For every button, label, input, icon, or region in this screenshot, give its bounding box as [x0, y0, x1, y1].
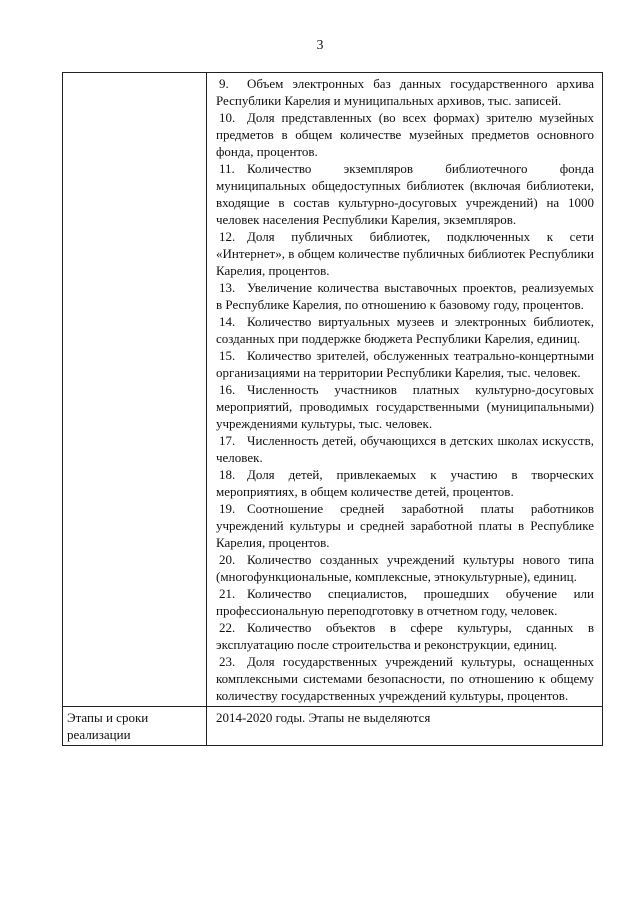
indicators-list	[207, 73, 603, 707]
indicator-text: Численность участников платных культурно-досуговых мероприятий, проводимых государственными (муниципальными) учреждениями культуры, тыс. человек.	[216, 382, 594, 431]
indicator-item	[216, 653, 594, 704]
indicator-text: Численность детей, обучающихся в детских школах искусств, человек.	[216, 433, 594, 465]
stages-value: 2014-2020 годы. Этапы не выделяются	[207, 707, 603, 746]
indicator-text: Количество объектов в сфере культуры, сданных в эксплуатацию после строительства и реконструкции, единиц.	[216, 620, 594, 652]
indicator-number: 23.	[219, 654, 236, 669]
indicator-text: Количество созданных учреждений культуры нового типа (многофункциональные, комплексные, этнокультурные), единиц.	[216, 552, 594, 584]
stages-row	[63, 707, 603, 746]
indicator-text: Доля государственных учреждений культуры, оснащенных комплексными системами безопасности, по отношению к общему количеству государственных учреждений культуры, процентов.	[216, 654, 594, 703]
indicator-number: 10.	[219, 110, 236, 125]
indicator-item	[216, 279, 594, 313]
stages-label: Этапы и сроки реализации	[63, 707, 207, 746]
indicator-item	[216, 585, 594, 619]
indicator-item	[216, 109, 594, 160]
indicator-item	[216, 228, 594, 279]
indicator-text: Соотношение средней заработной платы работников учреждений культуры и средней заработной платы в Республике Карелия, процентов.	[216, 501, 594, 550]
indicator-text: Количество виртуальных музеев и электронных библиотек, созданных при поддержке бюджета Республики Карелия, единиц.	[216, 314, 594, 346]
indicator-number: 18.	[219, 467, 236, 482]
indicator-item	[216, 432, 594, 466]
indicator-item	[216, 381, 594, 432]
program-passport-table	[62, 72, 603, 746]
indicator-item	[216, 551, 594, 585]
indicator-text: Доля детей, привлекаемых к участию в творческих мероприятиях, в общем количестве детей, процентов.	[216, 467, 594, 499]
indicator-number: 14.	[219, 314, 236, 329]
indicator-text: Количество зрителей, обслуженных театрально-концертными организациями на территории Республики Карелия, тыс. человек.	[216, 348, 594, 380]
indicator-number: 19.	[219, 501, 236, 516]
indicator-number: 16.	[219, 382, 236, 397]
indicator-number: 13.	[219, 280, 236, 295]
indicator-number: 12.	[219, 229, 236, 244]
indicator-item	[216, 313, 594, 347]
indicator-number: 20.	[219, 552, 236, 567]
indicator-number: 9.	[219, 76, 229, 91]
indicators-label-cell	[63, 73, 207, 707]
indicator-text: Увеличение количества выставочных проектов, реализуемых в Республике Карелия, по отношению к базовому году, процентов.	[216, 280, 594, 312]
indicator-text: Доля представленных (во всех формах) зрителю музейных предметов в общем количестве музейных предметов основного фонда, процентов.	[216, 110, 594, 159]
indicator-number: 17.	[219, 433, 236, 448]
page-number: 3	[316, 38, 324, 53]
indicator-text: Количество специалистов, прошедших обучение или профессиональную переподготовку в отчетном году, человек.	[216, 586, 594, 618]
indicator-text: Доля публичных библиотек, подключенных к сети «Интернет», в общем количестве публичных библиотек Республики Карелия, процентов.	[216, 229, 594, 278]
indicator-item	[216, 160, 594, 228]
indicator-item	[216, 466, 594, 500]
indicator-text: Количество экземпляров библиотечного фонда муниципальных общедоступных библиотек (включая библиотеки, входящие в состав культурно-досуговых учреждений) на 1000 человек населения Республики Карелия, экземпляров.	[216, 161, 594, 227]
indicator-item	[216, 347, 594, 381]
indicator-number: 22.	[219, 620, 236, 635]
indicator-number: 21.	[219, 586, 236, 601]
indicators-row	[63, 73, 603, 707]
indicator-item	[216, 500, 594, 551]
indicator-text: Объем электронных баз данных государственного архива Республики Карелия и муниципальных архивов, тыс. записей.	[216, 76, 594, 108]
indicator-number: 15.	[219, 348, 236, 363]
indicator-item	[216, 619, 594, 653]
indicator-item	[216, 75, 594, 109]
indicator-number: 11.	[219, 161, 235, 176]
